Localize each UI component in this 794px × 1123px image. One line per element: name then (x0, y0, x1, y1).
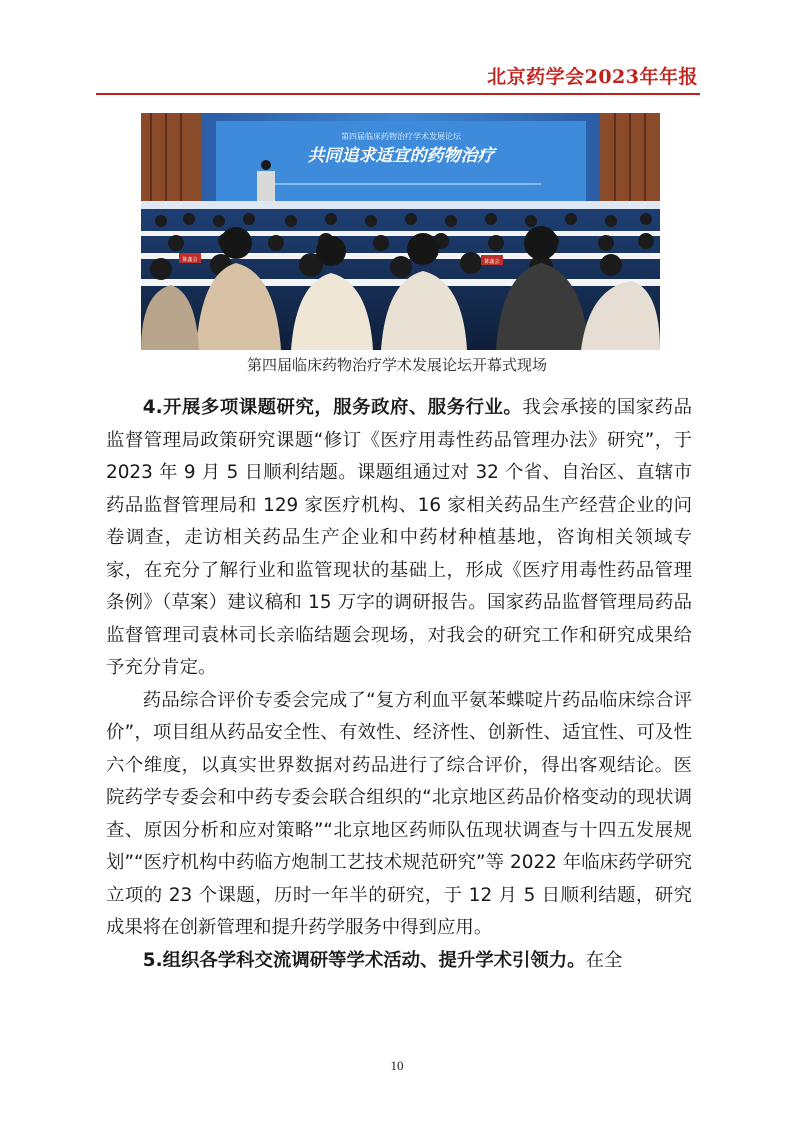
paragraph-text: 我会承接的国家药品监督管理局政策研究课题“修订《医疗用毒性药品管理办法》研究”，于 2023 年 9 月 5 日顺利结题。课题组通过对 32 个省、自治区、直辖市药品监督管理局和 129 家医疗机构、16 家相关药品生产经营企业的问卷调查，走访相关药品生产企业和中药材种植基地，咨询相关领域专家，在充分了解行业和监管现状的基础上，形成《医疗用毒性药品管理条例》（草案）建议稿和 15 万字的调研报告。国家药品监督管理局药品监督管理司袁林司长亲临结题会现场，对我会的研究工作和研究成果给予充分肯定。 (106, 397, 692, 678)
banner-subtitle: 第四届临床药物治疗学术发展论坛 (341, 132, 461, 141)
header-divider (96, 93, 700, 95)
section-heading-4: 4.开展多项课题研究，服务政府、服务行业。 (142, 397, 523, 418)
section-heading-5: 5.组织各学科交流调研等学术活动、提升学术引领力。 (142, 949, 586, 971)
banner-title: 共同追求适宜的药物治疗 (307, 146, 495, 166)
conference-photo-illustration (141, 113, 660, 350)
paragraph-academic-activities (106, 945, 692, 978)
name-card-left: 陈鑫会 (182, 257, 198, 263)
paragraph-text: 药品综合评价专委会完成了“复方利血平氨苯蝶啶片药品临床综合评价”，项目组从药品安全性、有效性、经济性、创新性、适宜性、可及性六个维度，以真实世界数据对药品进行了综合评价，得出客观结论。医院药学专委会和中药专委会联合组织的“北京地区药品价格变动的现状调查、原因分析和应对策略”“北京地区药师队伍现状调查与十四五发展规划”“医疗机构中药临方炮制工艺技术规范研究”等 2022 年临床药学研究立项的 23 个课题，历时一年半的研究，于 12 月 5 日顺利结题，研究成果将在创新管理和提升药学服务中得到应用。 (106, 689, 692, 938)
paragraph-drug-evaluation (106, 685, 692, 945)
photo-caption: 第四届临床药物治疗学术发展论坛开幕式现场 (246, 356, 547, 374)
name-card-right: 陈鑫会 (484, 259, 500, 265)
page-number: 10 (390, 1058, 404, 1073)
body-text (106, 392, 692, 977)
paragraph-text: 在全 (585, 949, 623, 971)
running-header: 北京药学会2023年年报 (487, 66, 698, 88)
paragraph-research-projects (106, 392, 692, 685)
conference-photo (141, 113, 660, 350)
